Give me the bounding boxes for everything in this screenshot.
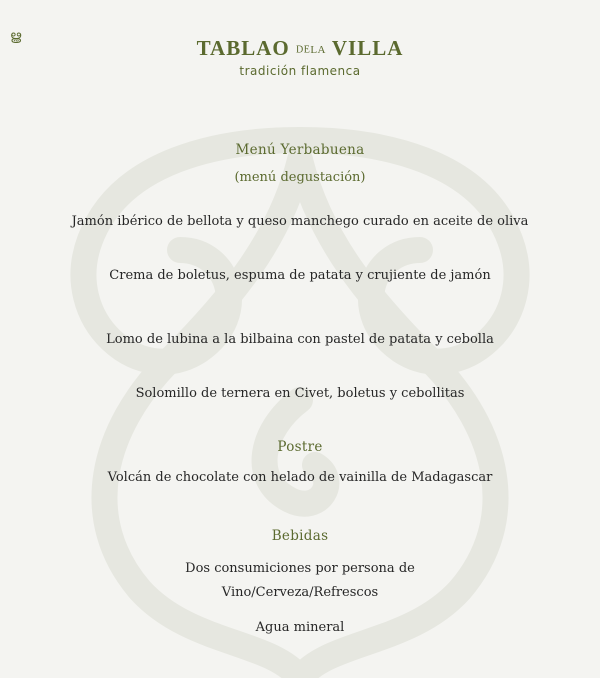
swirl-icon: ൠ xyxy=(10,29,22,44)
dish-item: Solomillo de ternera en Civet, boletus y cebollitas xyxy=(135,386,465,401)
logo-tagline: tradición flamenca xyxy=(239,64,361,78)
drinks-item: Dos consumiciones por persona de xyxy=(185,561,415,576)
drinks-item: Vino/Cerveza/Refrescos xyxy=(221,585,379,600)
dish-item: Lomo de lubina a la bilbaina con pastel de patata y cebolla xyxy=(106,332,494,347)
dish-item: Crema de boletus, espuma de patata y crujiente de jamón xyxy=(109,268,491,283)
dessert-item: Volcán de chocolate con helado de vainilla de Madagascar xyxy=(107,470,493,485)
menu-title: Menú Yerbabuena xyxy=(235,142,365,158)
drinks-heading: Bebidas xyxy=(271,528,329,544)
menu-subtitle: (menú degustación) xyxy=(234,170,366,185)
dessert-heading: Postre xyxy=(277,439,323,455)
logo xyxy=(0,36,600,78)
dish-item: Jamón ibérico de bellota y queso manchego curado en aceite de oliva xyxy=(71,214,529,229)
drinks-item: Agua mineral xyxy=(255,620,345,635)
logo-wordmark: TABLAO DELA VILLA xyxy=(196,36,404,60)
